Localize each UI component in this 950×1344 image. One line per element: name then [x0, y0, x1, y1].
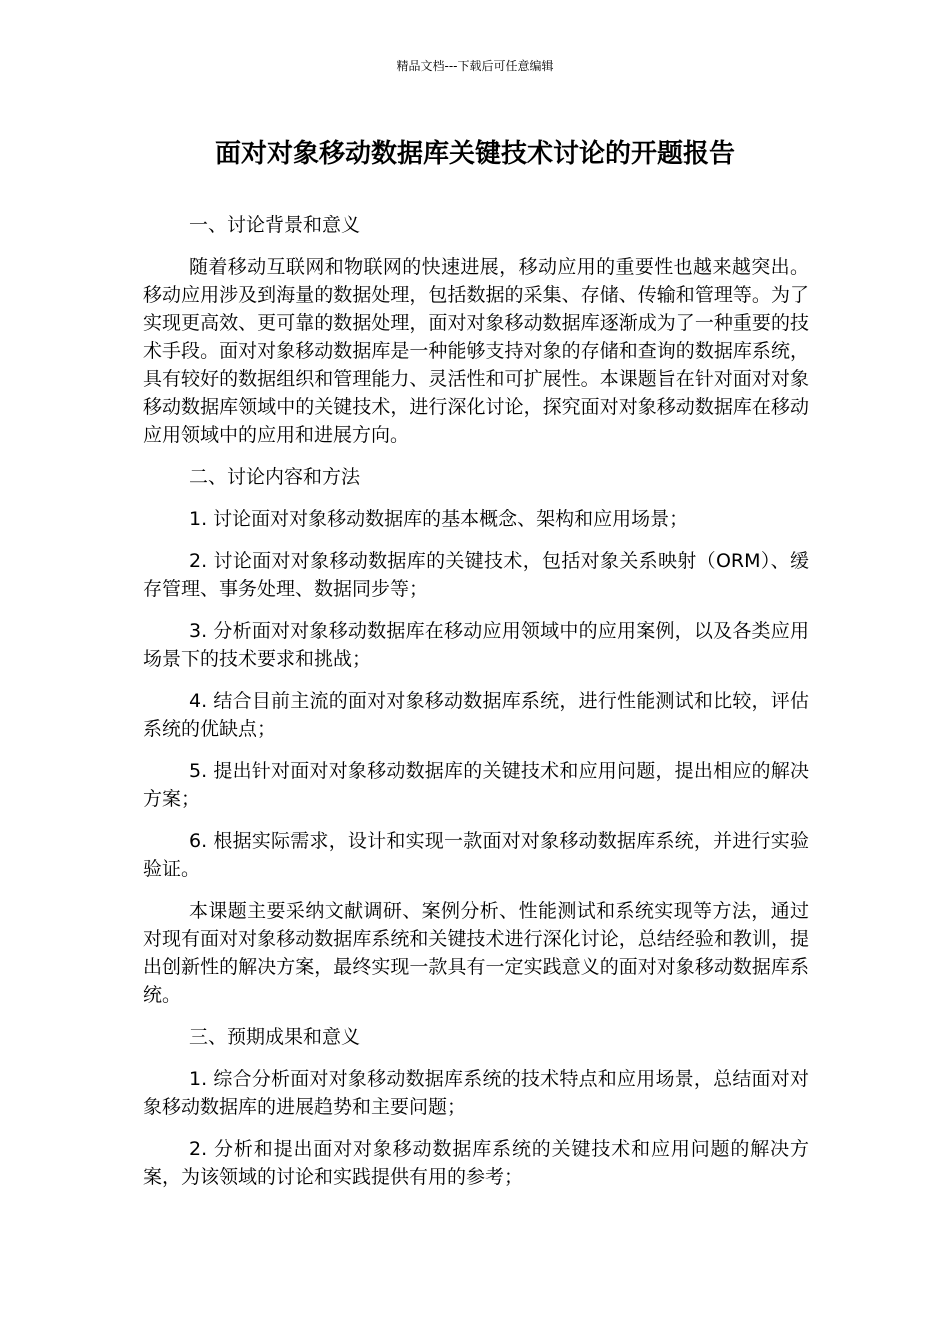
section-heading-expected-results: 三、预期成果和意义 — [189, 1026, 361, 1048]
content-item-4: 4. 结合目前主流的面对对象移动数据库系统，进行性能测试和比较，评估系统的优缺点； — [143, 690, 809, 740]
content-item-5: 5. 提出针对面对对象移动数据库的关键技术和应用问题，提出相应的解决方案； — [143, 760, 809, 810]
content-item-1: 1. 讨论面对对象移动数据库的基本概念、架构和应用场景； — [189, 508, 689, 530]
section-heading-background: 一、讨论背景和意义 — [189, 214, 361, 236]
content-item-3: 3. 分析面对对象移动数据库在移动应用领域中的应用案例，以及各类应用场景下的技术要求和挑战； — [143, 620, 809, 670]
content-item-6: 6. 根据实际需求，设计和实现一款面对对象移动数据库系统，并进行实验验证。 — [143, 830, 809, 880]
content-item-2: 2. 讨论面对对象移动数据库的关键技术，包括对象关系映射（ORM）、缓存管理、事务处理、数据同步等； — [143, 550, 809, 600]
background-paragraph: 随着移动互联网和物联网的快速进展，移动应用的重要性也越来越突出。移动应用涉及到海量的数据处理，包括数据的采集、存储、传输和管理等。为了实现更高效、更可靠的数据处理，面对对象移动数据库逐渐成为了一种重要的技术手段。面对对象移动数据库是一种能够支持对象的存储和查询的数据库系统，具有较好的数据组织和管理能力、灵活性和可扩展性。本课题旨在针对面对对象移动数据库领域中的关键技术，进行深化讨论，探究面对对象移动数据库在移动应用领域中的应用和进展方向。 — [143, 256, 809, 446]
methods-paragraph: 本课题主要采纳文献调研、案例分析、性能测试和系统实现等方法，通过对现有面对对象移动数据库系统和关键技术进行深化讨论，总结经验和教训，提出创新性的解决方案，最终实现一款具有一定实践意义的面对对象移动数据库系统。 — [143, 900, 809, 1006]
header-note: 精品文档---下载后可任意编辑 — [396, 59, 554, 73]
result-item-2: 2. 分析和提出面对对象移动数据库系统的关键技术和应用问题的解决方案，为该领域的讨论和实践提供有用的参考； — [143, 1138, 809, 1188]
section-heading-content-methods: 二、讨论内容和方法 — [189, 466, 361, 488]
result-item-1: 1. 综合分析面对对象移动数据库系统的技术特点和应用场景，总结面对对象移动数据库的进展趋势和主要问题； — [143, 1068, 809, 1118]
document-body — [143, 211, 809, 1205]
document-title: 面对对象移动数据库关键技术讨论的开题报告 — [214, 139, 735, 169]
